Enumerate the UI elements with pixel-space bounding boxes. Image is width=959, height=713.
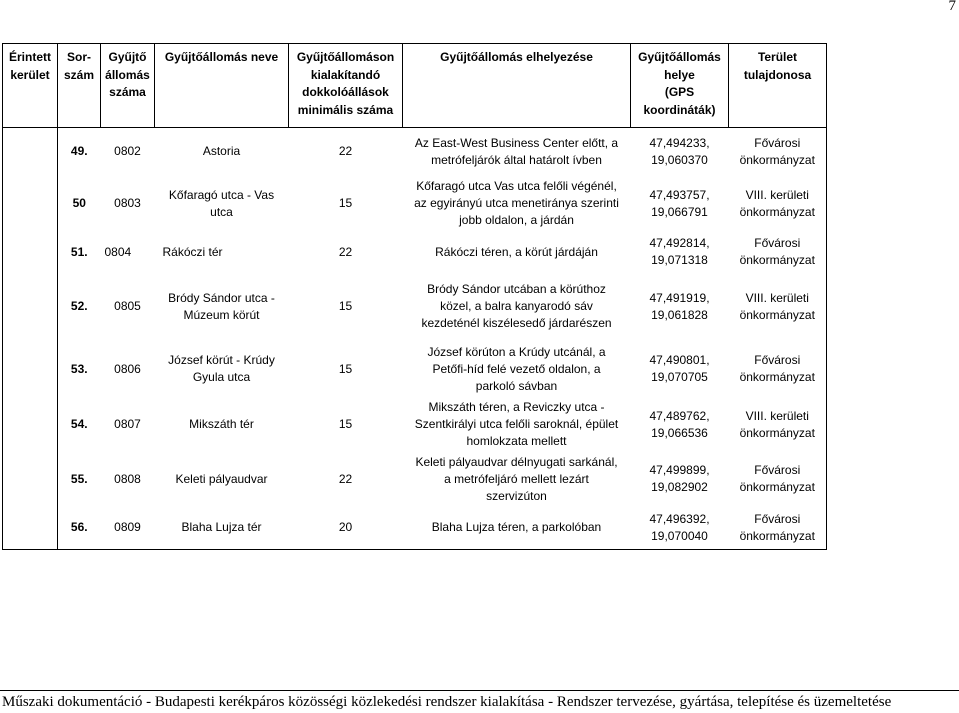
gps-cell: 47,491919, 19,061828 (649, 290, 710, 322)
station-number-cell: 0809 (114, 520, 141, 535)
location-cell: Az East-West Business Center előtt, a metrófeljárók által határolt ívben (414, 135, 619, 167)
district-cell (3, 128, 58, 550)
owner-cell: Fővárosi önkormányzat (739, 353, 815, 384)
gps-cell: 47,499899, 19,082902 (649, 463, 710, 494)
owner-cell: VIII. kerületi önkormányzat (739, 290, 815, 322)
location-cell: Keleti pályaudvar délnyugati sarkánál, a metrófeljáró mellett lezárt szervizúton (415, 454, 618, 503)
gps-cell: 47,489762, 19,066536 (649, 408, 710, 440)
table-row (3, 452, 827, 507)
station-name-cell: Keleti pályaudvar (175, 471, 268, 486)
header-row-number: Sor- szám (58, 44, 101, 128)
station-name-cell: Bródy Sándor utca - Múzeum körút (168, 290, 275, 322)
gps-cell: 47,494233, 19,060370 (649, 135, 710, 167)
owner-cell: Fővárosi önkormányzat (739, 463, 815, 494)
station-name-cell: Astoria (202, 144, 241, 159)
gps-cell: 47,492814, 19,071318 (649, 236, 710, 267)
row-number-cell: 52. (70, 299, 88, 313)
station-name-cell: József körút - Krúdy Gyula utca (168, 353, 275, 384)
station-number-cell: 0807 (114, 417, 141, 431)
station-number-cell: 0806 (114, 361, 141, 376)
min-docks-cell: 22 (338, 471, 353, 486)
table-row (3, 232, 827, 273)
location-cell: Kőfaragó utca Vas utca felőli végénél, az egyirányú utca menetiránya szerinti jobb oldalon, a járdán (414, 179, 619, 227)
min-docks-cell: 15 (338, 196, 353, 210)
min-docks-cell: 15 (338, 299, 353, 313)
location-cell: Blaha Lujza téren, a parkolóban (431, 520, 602, 535)
location-cell: József körúton a Krúdy utcánál, a Petőfi-híd felé vezető oldalon, a parkoló sávban (427, 344, 606, 393)
table-row (3, 398, 827, 452)
row-number-cell: 55. (70, 471, 88, 486)
footer-rule (0, 690, 959, 691)
owner-cell: Fővárosi önkormányzat (739, 511, 815, 543)
row-number-cell: 49. (70, 144, 88, 159)
station-number-cell: 0803 (114, 196, 141, 210)
owner-cell: Fővárosi önkormányzat (739, 236, 815, 267)
row-number-cell: 54. (70, 417, 88, 431)
header-gps: Gyűjtőállomás helye (GPS koordináták) (631, 44, 729, 128)
table-row (3, 507, 827, 550)
station-name-cell: Mikszáth tér (189, 417, 254, 431)
table-row (3, 341, 827, 398)
station-number-cell: 0804 (104, 244, 132, 259)
header-owner: Terület tulajdonosa (729, 44, 827, 128)
table-row (3, 273, 827, 341)
min-docks-cell: 20 (338, 520, 353, 535)
header-location: Gyűjtőállomás elhelyezése (403, 44, 631, 128)
station-name-cell: Blaha Lujza tér (181, 520, 262, 535)
gps-cell: 47,490801, 19,070705 (649, 353, 710, 384)
min-docks-cell: 15 (338, 417, 353, 431)
gps-cell: 47,493757, 19,066791 (649, 187, 710, 219)
location-cell: Bródy Sándor utcában a körúthoz közel, a balra kanyarodó sáv kezdeténél kiszélesedő járdarészen (421, 282, 612, 330)
location-cell: Rákóczi téren, a körút járdáján (435, 244, 598, 259)
owner-cell: VIII. kerületi önkormányzat (739, 408, 815, 440)
table-header-row (3, 44, 827, 128)
min-docks-cell: 15 (338, 361, 353, 376)
header-min-docks: Gyűjtőállomáson kialakítandó dokkolóállások minimális száma (289, 44, 403, 128)
header-station-number: Gyűjtő állomás száma (101, 44, 155, 128)
owner-cell: VIII. kerületi önkormányzat (739, 187, 815, 219)
min-docks-cell: 22 (338, 244, 353, 259)
page-number: 7 (948, 0, 956, 14)
table-row (3, 128, 827, 176)
min-docks-cell: 22 (338, 144, 353, 159)
station-table (2, 43, 827, 550)
header-district: Érintett kerület (3, 44, 58, 128)
row-number-cell: 53. (70, 361, 88, 376)
station-number-cell: 0805 (114, 299, 141, 313)
row-number-cell: 51. (70, 244, 88, 259)
footer-text: Műszaki dokumentáció - Budapesti kerékpáros közösségi közlekedési rendszer kialakítása - Rendszer tervezése, gyártása, telepítése és üzemeltetése (2, 694, 892, 710)
station-number-cell: 0802 (114, 144, 141, 159)
station-name-cell: Kőfaragó utca - Vas utca (168, 187, 275, 219)
row-number-cell: 56. (70, 520, 88, 535)
owner-cell: Fővárosi önkormányzat (739, 135, 815, 167)
header-station-name: Gyűjtőállomás neve (155, 44, 289, 128)
gps-cell: 47,496392, 19,070040 (649, 511, 710, 543)
station-name-cell: Rákóczi tér (162, 244, 223, 259)
station-number-cell: 0808 (114, 471, 141, 486)
location-cell: Mikszáth téren, a Reviczky utca - Szentkirályi utca felőli saroknál, épület homlokzata mellett (414, 400, 619, 448)
table-row (3, 176, 827, 232)
row-number-cell: 50 (72, 196, 86, 210)
